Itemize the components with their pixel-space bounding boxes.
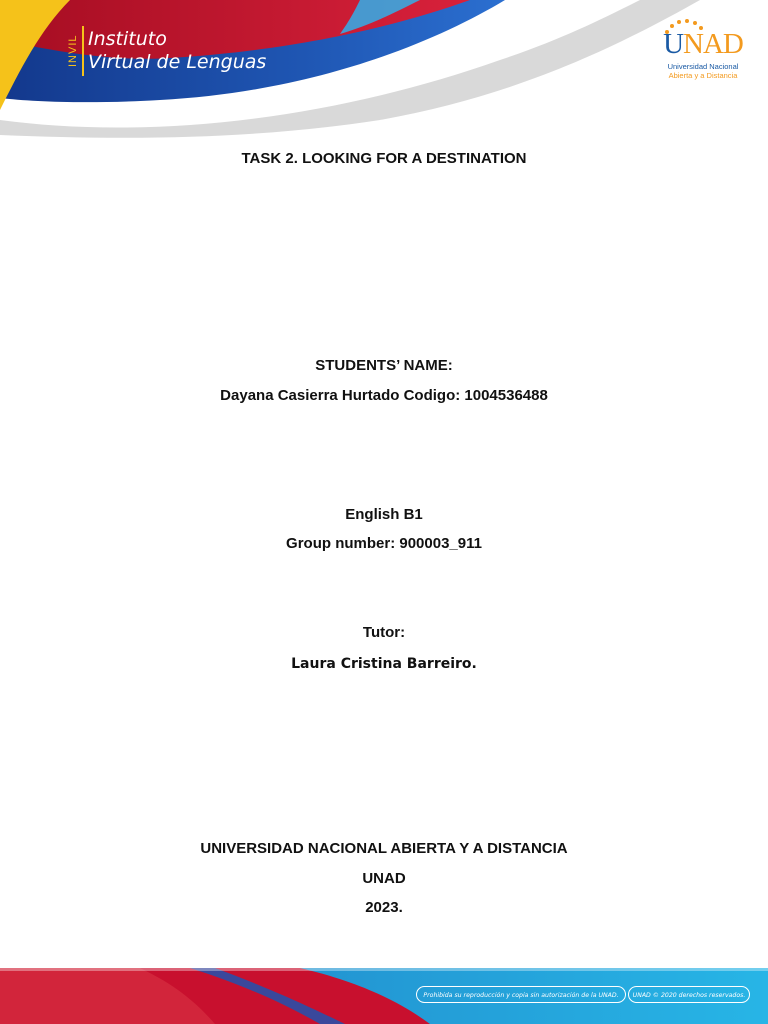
institute-name-line2: Virtual de Lenguas <box>88 51 267 73</box>
footer-copyright: UNAD © 2020 derechos reservados. <box>628 986 750 1003</box>
page-footer <box>0 962 768 1024</box>
tutor-name: Laura Cristina Barreiro. <box>291 656 477 672</box>
page-header <box>0 0 768 140</box>
university-short: UNAD <box>362 870 406 887</box>
course-name: English B1 <box>345 506 423 523</box>
tutor-label: Tutor: <box>362 624 406 641</box>
institute-name-line1: Instituto <box>88 28 167 50</box>
group-number: Group number: 900003_911 <box>286 535 482 552</box>
invil-divider <box>82 26 84 76</box>
unad-logo-line2: Abierta y a Distancia <box>668 71 738 80</box>
invil-vertical-text: INVIL <box>67 34 79 68</box>
university-name: UNIVERSIDAD NACIONAL ABIERTA Y A DISTANCIA <box>200 840 568 857</box>
unad-logo-line1: Universidad Nacional <box>667 62 739 71</box>
unad-wordmark: UNAD <box>663 28 743 60</box>
footer-notice: Prohibida su reproducción y copia sin autorización de la UNAD. <box>416 986 626 1003</box>
unad-logo <box>662 18 744 84</box>
students-label: STUDENTS’ NAME: <box>315 357 453 374</box>
document-title: TASK 2. LOOKING FOR A DESTINATION <box>241 150 527 167</box>
document-year: 2023. <box>365 899 403 916</box>
student-name-code: Dayana Casierra Hurtado Codigo: 1004536488 <box>220 387 548 404</box>
